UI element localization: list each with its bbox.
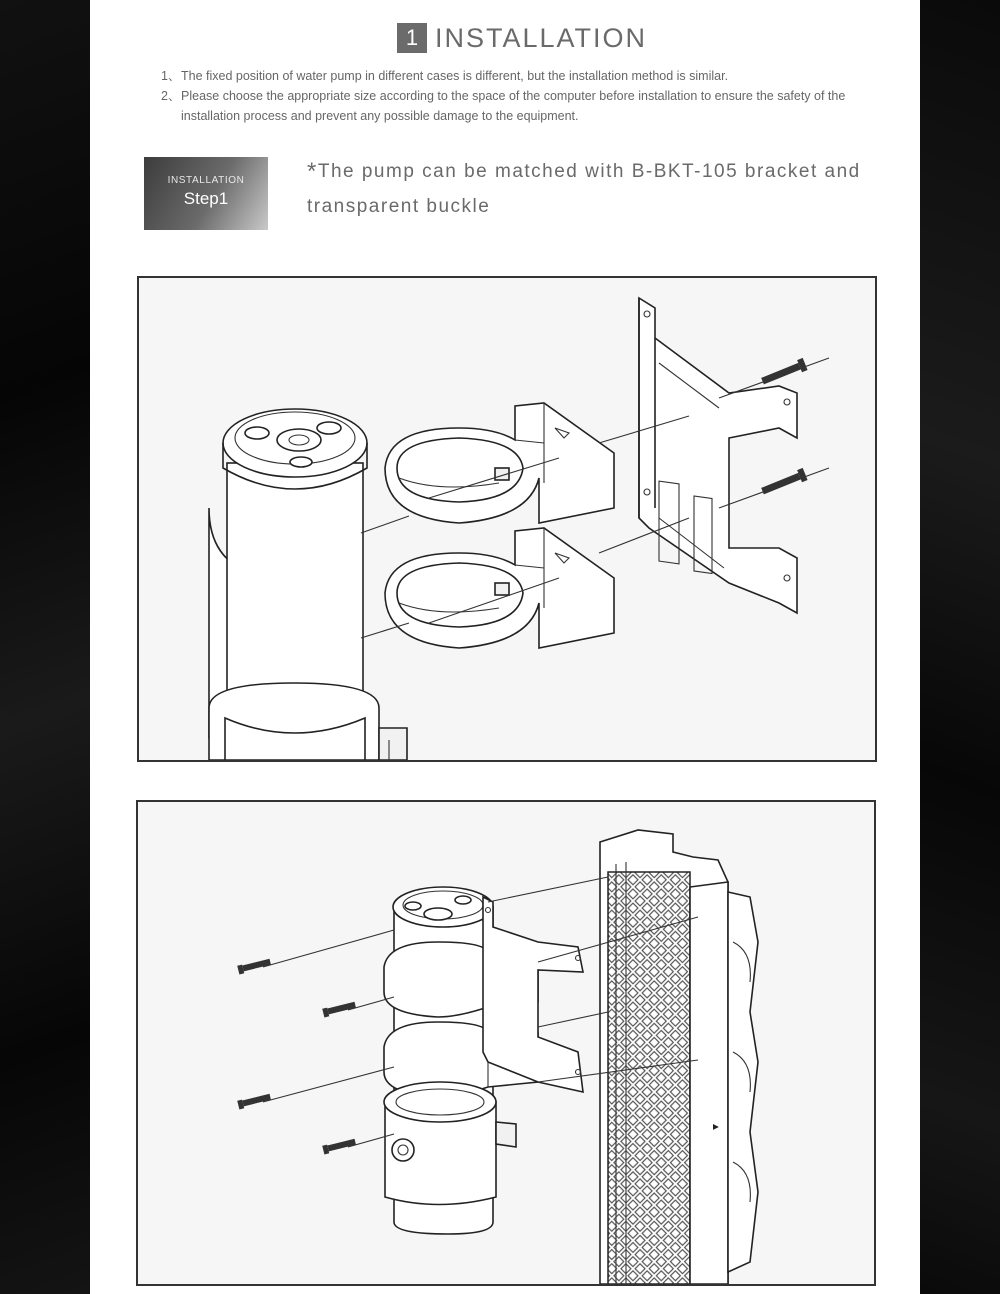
note-item bbox=[161, 66, 881, 86]
section-title bbox=[397, 22, 647, 54]
figure-pump-radiator bbox=[136, 800, 876, 1286]
bracket-note bbox=[307, 154, 887, 224]
note-index: 1、 bbox=[161, 69, 181, 83]
note-index: 2、 bbox=[161, 89, 181, 103]
bracket-note-text: The pump can be matched with B-BKT-105 bracket and transparent buckle bbox=[307, 161, 861, 217]
right-background bbox=[920, 0, 1000, 1294]
page bbox=[90, 0, 920, 1294]
figure-pump-bracket bbox=[137, 276, 877, 762]
svg-text:▲: ▲ bbox=[710, 1122, 721, 1132]
installation-notes bbox=[161, 66, 881, 126]
note-text: The fixed position of water pump in different cases is different, but the installation method is similar. bbox=[181, 69, 729, 83]
note-item bbox=[161, 86, 881, 126]
step-small-label: INSTALLATION bbox=[167, 175, 245, 186]
exploded-view-pump-clamps-bracket-icon bbox=[139, 278, 875, 760]
step-badge bbox=[144, 157, 268, 230]
note-text: Please choose the appropriate size according to the space of the computer before installation to ensure the safety of the installation process and prevent any possible damage to the equipment. bbox=[181, 89, 846, 123]
section-number-badge: 1 bbox=[397, 23, 427, 53]
step-label: Step1 bbox=[183, 189, 229, 208]
exploded-view-pump-radiator-screws-icon bbox=[138, 802, 874, 1284]
asterisk: * bbox=[307, 158, 318, 185]
section-title-text: INSTALLATION bbox=[435, 22, 648, 53]
left-background bbox=[0, 0, 90, 1294]
